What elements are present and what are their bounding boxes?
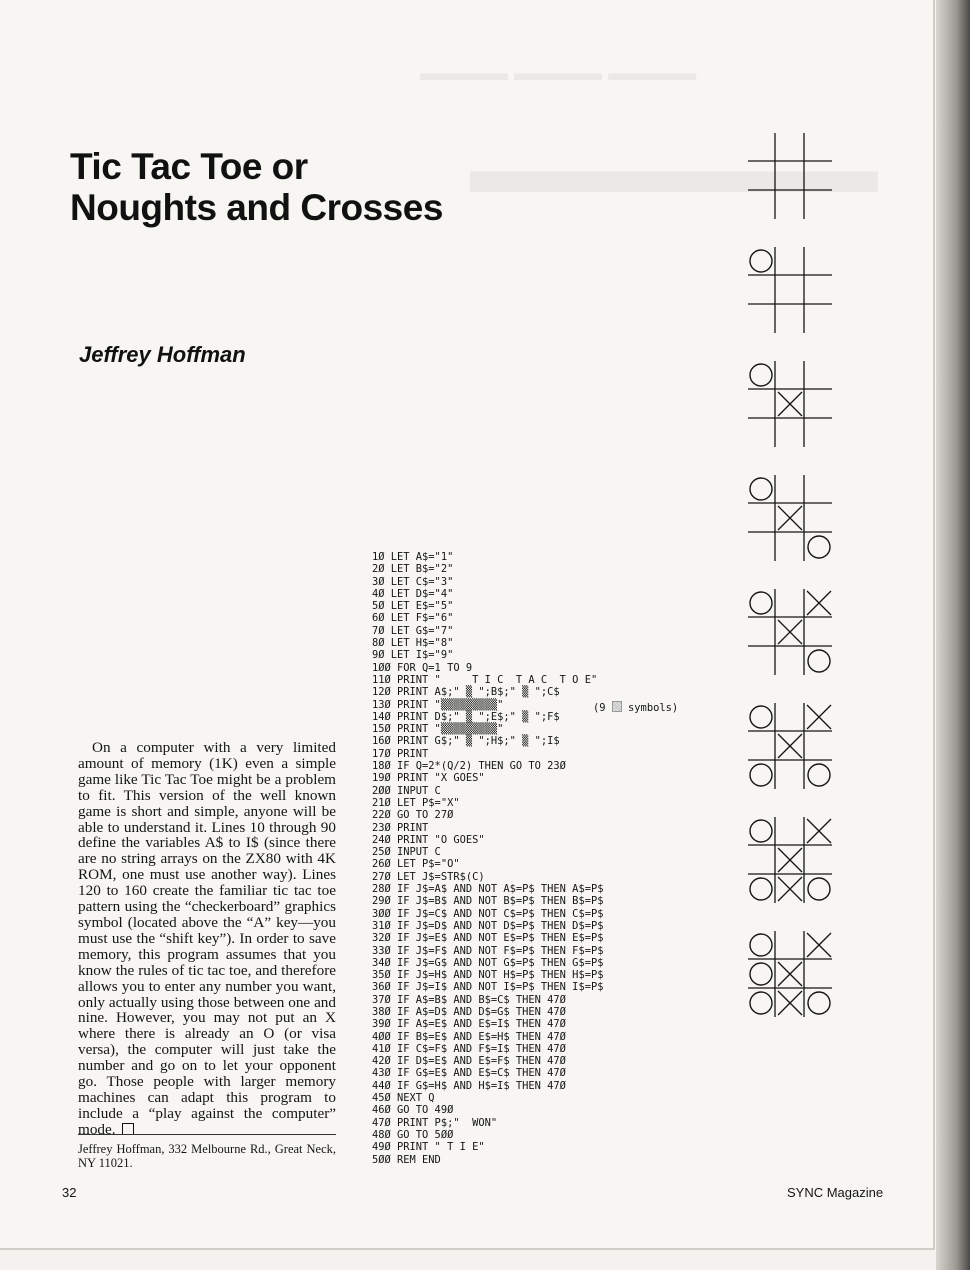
board-grid-svg [744, 472, 836, 564]
code-line: 1ØØ FOR Q=1 TO 9 [372, 661, 473, 674]
magazine-name: SYNC Magazine [787, 1185, 884, 1200]
author-address: Jeffrey Hoffman, 332 Melbourne Rd., Great Neck, NY 11021. [78, 1142, 336, 1170]
code-line: 17Ø PRINT [372, 747, 429, 760]
title-line-2: Noughts and Crosses [70, 187, 443, 228]
code-line: 43Ø IF G$=E$ AND E$=C$ THEN 47Ø [372, 1067, 566, 1080]
article-body-text: On a computer with a very limited amount of memory (1K) even a simple game like Tic Tac Toe might be a problem to fit. This version of the well known game is short and simple, anyone will be able to understand it. Lines 10 through 90 define the variables A$ to I$ (since there are no string arrays on the ZX80 with 4K ROM, one must use another way). Lines 120 to 160 create the familiar tic tac toe pattern using the “checkerboard” graphics symbol (located above the “A” key—you must use the “shift key”). In order to save memory, this program assumes that you know the rules of tic tac toe, and therefore allows you to enter any number you want, only actually using those between one and nine. However, you may not put an X where there is already an O (or visa versa), the computer will just take the number and go on to let your opponent go. Those people with larger memory machines can adapt this program to include a “play against the computer” mode. [78, 739, 336, 1138]
nought-mark [750, 992, 772, 1014]
nought-mark [808, 764, 830, 786]
nought-mark [808, 650, 830, 672]
code-line: 35Ø IF J$=H$ AND NOT H$=P$ THEN H$=P$ [372, 969, 604, 982]
code-line: 2Ø LET B$="2" [372, 563, 454, 576]
nought-mark [750, 250, 772, 272]
checkerboard-symbol-icon [612, 701, 622, 712]
code-line: 41Ø IF C$=F$ AND F$=I$ THEN 47Ø [372, 1042, 566, 1055]
code-line: 36Ø IF J$=I$ AND NOT I$=P$ THEN I$=P$ [372, 981, 604, 994]
binding-edge [936, 0, 970, 1270]
board-grid-svg [744, 586, 836, 678]
code-line: 14Ø PRINT D$;" ▒ ";E$;" ▒ ";F$ [372, 710, 560, 723]
article-body [78, 740, 336, 1138]
nought-mark [808, 992, 830, 1014]
code-line: 37Ø IF A$=B$ AND B$=C$ THEN 47Ø [372, 993, 566, 1006]
code-line: 45Ø NEXT Q [372, 1092, 435, 1105]
code-line: 7Ø LET G$="7" [372, 624, 454, 637]
bleed-through-text: ▬▬▬▬▬▬ [470, 131, 878, 207]
nought-mark [808, 536, 830, 558]
board-2 [744, 244, 836, 336]
code-line: 34Ø IF J$=G$ AND NOT G$=P$ THEN G$=P$ [372, 956, 604, 969]
nought-mark [808, 878, 830, 900]
footnote-rule [78, 1134, 336, 1135]
page-number: 32 [62, 1185, 77, 1200]
code-line: 2ØØ INPUT C [372, 784, 441, 797]
code-line: 32Ø IF J$=E$ AND NOT E$=P$ THEN E$=P$ [372, 932, 604, 945]
nought-mark [750, 478, 772, 500]
symbol-note-before: (9 [593, 702, 606, 714]
code-line: 39Ø IF A$=E$ AND E$=I$ THEN 47Ø [372, 1018, 566, 1031]
code-line: 8Ø LET H$="8" [372, 637, 454, 650]
code-line: 1Ø LET A$="1" [372, 551, 454, 563]
code-line: 47Ø PRINT P$;" WON" [372, 1116, 498, 1129]
code-line: 18Ø IF Q=2*(Q/2) THEN GO TO 23Ø [372, 760, 566, 773]
code-line: 24Ø PRINT "O GOES" [372, 833, 485, 846]
code-line: 4ØØ IF B$=E$ AND E$=H$ THEN 47Ø [372, 1030, 566, 1043]
code-line: 46Ø GO TO 49Ø [372, 1104, 454, 1117]
code-line: 3Ø LET C$="3" [372, 575, 454, 588]
code-line: 26Ø LET P$="O" [372, 858, 460, 871]
nought-mark [750, 963, 772, 985]
board-grid-svg [744, 814, 836, 906]
code-line: 15Ø PRINT "▒▒▒▒▒▒▒▒▒" [372, 723, 504, 736]
board-8 [744, 928, 836, 1020]
code-line: 22Ø GO TO 27Ø [372, 809, 454, 822]
symbol-note-after: symbols) [628, 702, 679, 714]
code-line: 33Ø IF J$=F$ AND NOT F$=P$ THEN F$=P$ [372, 944, 604, 957]
code-line: 27Ø LET J$=STR$(C) [372, 870, 485, 883]
nought-mark [750, 706, 772, 728]
code-line: 4Ø LET D$="4" [372, 587, 454, 600]
nought-mark [750, 820, 772, 842]
nought-mark [750, 878, 772, 900]
code-line: 28Ø IF J$=A$ AND NOT A$=P$ THEN A$=P$ [372, 883, 604, 896]
code-line: 3ØØ IF J$=C$ AND NOT C$=P$ THEN C$=P$ [372, 907, 604, 920]
nought-mark [750, 934, 772, 956]
code-line: 31Ø IF J$=D$ AND NOT D$=P$ THEN D$=P$ [372, 919, 604, 932]
code-line: 48Ø GO TO 5ØØ [372, 1128, 454, 1141]
board-grid-svg [744, 130, 836, 222]
code-line: 5Ø LET E$="5" [372, 600, 454, 613]
code-line: 42Ø IF D$=E$ AND E$=F$ THEN 47Ø [372, 1055, 566, 1068]
title-line-1: Tic Tac Toe or [70, 146, 308, 187]
board-7 [744, 814, 836, 906]
code-line: 9Ø LET I$="9" [372, 649, 454, 662]
board-5 [744, 586, 836, 678]
code-line: 19Ø PRINT "X GOES" [372, 772, 485, 785]
code-line: 23Ø PRINT [372, 821, 429, 834]
bleed-through-text: ▬▬▬▬ ▬▬▬▬ ▬▬▬▬ [420, 60, 697, 85]
symbol-note [593, 701, 678, 714]
article-title [70, 146, 443, 228]
code-line: 49Ø PRINT " T I E" [372, 1141, 485, 1154]
code-line: 12Ø PRINT A$;" ▒ ";B$;" ▒ ";C$ [372, 686, 560, 699]
author-byline: Jeffrey Hoffman [79, 342, 246, 367]
code-line: 44Ø IF G$=H$ AND H$=I$ THEN 47Ø [372, 1079, 566, 1092]
board-grid-svg [744, 358, 836, 450]
nought-mark [750, 364, 772, 386]
code-line: 13Ø PRINT "▒▒▒▒▒▒▒▒▒" [372, 698, 504, 711]
code-line: 25Ø INPUT C [372, 846, 441, 859]
nought-mark [750, 764, 772, 786]
board-6 [744, 700, 836, 792]
code-line: 6Ø LET F$="6" [372, 612, 454, 625]
basic-program-listing [372, 551, 603, 1166]
board-grid-svg [744, 244, 836, 336]
nought-mark [750, 592, 772, 614]
code-line: 38Ø IF A$=D$ AND D$=G$ THEN 47Ø [372, 1005, 566, 1018]
board-3 [744, 358, 836, 450]
code-line: 16Ø PRINT G$;" ▒ ";H$;" ▒ ";I$ [372, 735, 560, 748]
code-line: 29Ø IF J$=B$ AND NOT B$=P$ THEN B$=P$ [372, 895, 604, 908]
board-grid-svg [744, 928, 836, 1020]
end-of-article-icon [122, 1123, 134, 1135]
board-4 [744, 472, 836, 564]
code-line: 21Ø LET P$="X" [372, 796, 460, 809]
code-line: 5ØØ REM END [372, 1153, 441, 1166]
code-line: 11Ø PRINT " T I C T A C T O E" [372, 673, 598, 686]
board-grid-svg [744, 700, 836, 792]
board-1 [744, 130, 836, 222]
